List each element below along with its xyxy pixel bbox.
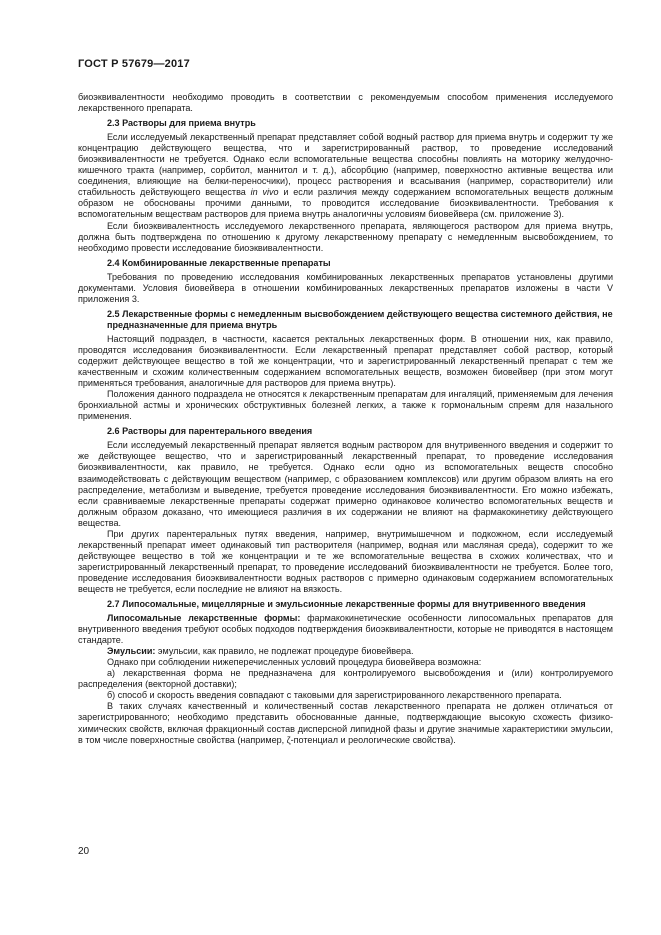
liposomal-label: Липосомальные лекарственные формы: [107, 613, 301, 624]
liposomal-paragraph [78, 613, 613, 646]
page-number: 20 [78, 846, 90, 857]
section-2-5-paragraph-1: Настоящий подраздел, в частности, касается ректальных лекарственных форм. В отношении них, как правило, проводятся исследования биоэквивалентности. Если лекарственный препарат представляет собой раствор, который содержит действующее вещество в той же концентрации, что и зарегистрированный лекарственный препарат с тем же качественным и схожим количественным содержанием вспомогательных веществ, возможен биовейвер (при этом могут применяться требования, аналогичные для растворов для приема внутрь). [78, 333, 613, 389]
section-2-3-paragraph-2: Если биоэквивалентность исследуемого лекарственного препарата, являющегося раствором для приема внутрь, должна быть подтверждена по отношению к другому лекарственному препарату с немедленным высвобождением, то необходимо провести исследование биоэквивалентности. [78, 220, 613, 253]
liposomal-text: фармакокинетические особенности липосомальных препаратов для внутривенного введения требуют особых подходов подтверждения биоэквивалентности, которые не приводятся в настоящем стандарте. [78, 613, 613, 646]
section-2-3-p1-part-a: Если исследуемый лекарственный препарат представляет собой водный раствор для приема внутрь и содержит ту же концентрацию действующего вещества, что и зарегистрированный раствор, то проведение исследований биоэквивалентности не требуется. Однако если вспомогательные вещества способны повлиять на моторику желудочно-кишечного тракта (например, сорбитол, маннитол и т. д.), абсорбцию (например, поверхностно активные вещества или соединения, влияющие на белки-переносчики), процесс растворения и всасывания (например, сорастворители) или стабильность действующего вещества [78, 132, 613, 198]
section-2-3-p1-part-b: и если различия между содержанием вспомогательных веществ должным образом не обоснованы прочими данными, то проводится исследование биоэквивалентности. Требования к вспомогательным веществам растворов для приема внутрь аналогичны условиям биовейвера (см. приложение 3). [78, 187, 613, 220]
section-2-5-heading: 2.5 Лекарственные формы с немедленным высвобождением действующего вещества системного действия, не предназначенные для приема внутрь [107, 308, 613, 330]
section-2-6-heading: 2.6 Растворы для парентерального введения [107, 426, 313, 437]
section-2-5-paragraph-2: Положения данного подраздела не относятся к лекарственным препаратам для ингаляций, применяемым для лечения бронхиальной астмы и хронических обструктивных болезней легких, а также к гормональным спреям для назального применения. [78, 389, 613, 422]
section-2-6-paragraph-1: Если исследуемый лекарственный препарат является водным раствором для внутривенного введения и содержит то же действующее вещество, что и зарегистрированный лекарственный препарат, то проведение исследования биоэквивалентности, как правило, не требуется. Однако если одно из вспомогательных веществ способно взаимодействовать с действующим веществом (например, с образованием комплексов) или другим образом влиять на его распределение, метаболизм и выведение, требуется проведение исследования биоэквивалентности. Его можно избежать, если сравниваемые лекарственные препараты содержат примерно одинаковое количество вспомогательных веществ и должным образом доказано, что имеющиеся различия в их содержании не влияют на фармакокинетику действующего вещества. [78, 440, 613, 528]
emulsion-paragraph [78, 646, 613, 657]
section-2-4-heading: 2.4 Комбинированные лекарственные препараты [107, 257, 331, 268]
condition-item-a: а) лекарственная форма не предназначена для контролируемого высвобождения и (или) контролируемого распределения (векторной доставки); [78, 668, 613, 690]
section-2-7-final-paragraph: В таких случаях качественный и количественный состав лекарственного препарата не должен отличаться от зарегистрированного; необходимо представить обоснованные данные, подтверждающие высокую схожесть физико-химических свойств, включая фракционный состав дисперсной липидной фазы и другие значимые характеристики эмульсии, в том числе поверхностные свойства (например, ζ-потенциал и реологические свойства). [78, 701, 613, 745]
section-2-7-heading: 2.7 Липосомальные, мицеллярные и эмульсионные лекарственные формы для внутривенного введения [107, 599, 586, 610]
emulsion-label: Эмульсии: [107, 646, 156, 657]
condition-item-b: б) способ и скорость введения совпадают с таковыми для зарегистрированного лекарственного препарата. [107, 690, 562, 701]
section-2-4-paragraph-1: Требования по проведению исследования комбинированных лекарственных препаратов установлены другими документами. Условия биовейвера в отношении комбинированных лекарственных препаратов изложены в части V приложения 3. [78, 271, 613, 304]
emulsion-text: эмульсии, как правило, не подлежат процедуре биовейвера. [155, 646, 414, 657]
section-2-3-paragraph-1 [78, 132, 613, 220]
biowaiver-conditions-intro: Однако при соблюдении нижеперечисленных условий процедура биовейвера возможна: [107, 657, 482, 668]
section-2-6-paragraph-2: При других парентеральных путях введения, например, внутримышечном и подкожном, если исследуемый лекарственный препарат имеет одинаковый тип растворителя (например, водная или масляная среда), содержит то же действующее вещество в той же концентрации и те же вспомогательные вещества в схожих количествах, что и зарегистрированный лекарственный препарат, то проведение исследований биоэквивалентности не требуется. Более того, проведение исследования биоэквивалентности водных растворов с примерно одинаковым содержанием вспомогательных веществ не требуется, если последние не влияют на вязкость. [78, 528, 613, 594]
intro-paragraph: биоэквивалентности необходимо проводить в соответствии с рекомендуемым способом применения исследуемого лекарственного препарата. [78, 92, 613, 114]
document-body [78, 92, 613, 746]
section-2-3-heading: 2.3 Растворы для приема внутрь [107, 118, 256, 129]
in-vivo-term: in vivo [250, 187, 279, 198]
document-header: ГОСТ Р 57679—2017 [78, 58, 190, 70]
